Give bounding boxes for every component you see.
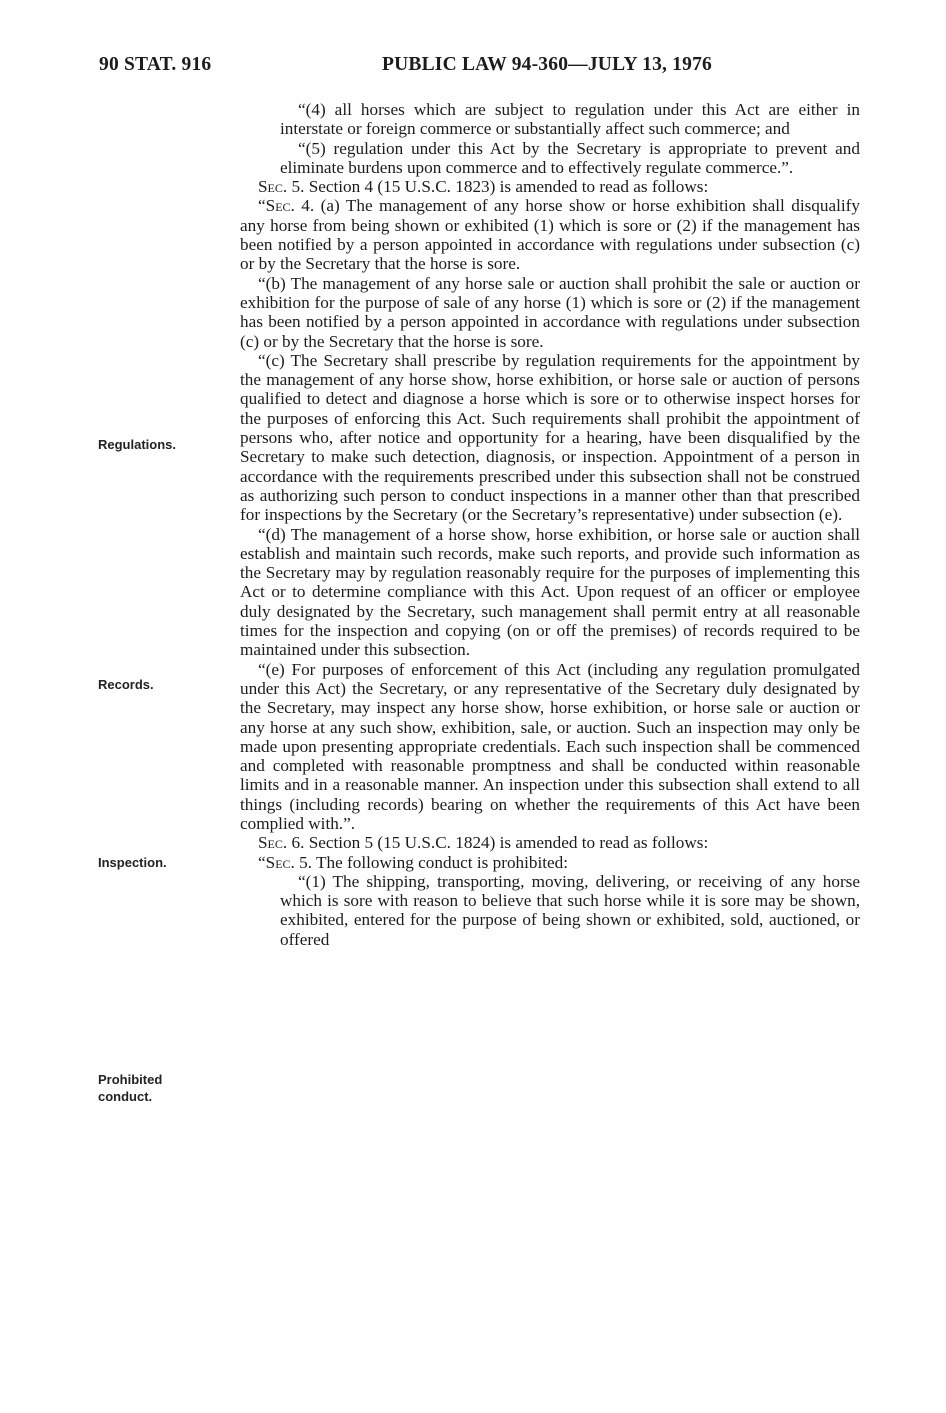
sec6-text: 6. Section 5 (15 U.S.C. 1824) is amended to read as follows: [287, 833, 709, 853]
margin-note-regulations: Regulations. [98, 437, 177, 452]
margin-note-inspection-text: Inspection. [98, 855, 167, 870]
statute-text [240, 100, 860, 949]
section-4d: “(d) The management of a horse show, horse exhibition, or horse sale or auction shall establish and maintain such records, make such reports, and provide such information as the Secretary may by regulation reasonably require for the purposes of implementing this Act or to determine compliance with this Act. Upon request of an officer or employee duly designated by the Secretary, such management shall permit entry at all reasonable times for the inspection and copying (on or off the premises) of records required to be maintained under this subsection. [240, 524, 860, 660]
section-5-new [240, 853, 860, 872]
quote-mark: “ [258, 196, 266, 216]
sec5new-text: 5. The following conduct is prohibited: [294, 852, 569, 872]
stat-page-number: 90 STAT. 916 [99, 54, 212, 75]
sec4a-text: 4. (a) The management of any horse show or horse exhibition shall disqualify any horse from being shown or exhibited (1) which is sore or (2) if the management has been notified by a person appointed in accordance with regulations under subsection (c) or by the Secretary that the horse is sore. [240, 196, 860, 274]
sec-label: Sec. [258, 833, 288, 853]
section-5-amendment [240, 177, 860, 196]
sec-label: Sec. [265, 196, 295, 216]
margin-note-prohibited-conduct [98, 1071, 228, 1105]
margin-note-inspection [98, 854, 228, 871]
paragraph-4: “(4) all horses which are subject to regulation under this Act are either in interstate or foreign commerce or substantially affect such commerce; and [280, 100, 860, 139]
section-4e: “(e) For purposes of enforcement of this Act (including any regulation promulgated under this Act) the Secretary, or any representative of the Secretary duly designated by the Secretary, may inspect any horse show, horse exhibition, or horse sale or auction or any horse at any such show, exhibition, sale, or auction. Such an inspection may only be made upon presenting appropriate credentials. Each such inspection shall be commenced and completed with reasonable promptness and shall be conducted within reasonable limits and in a reasonable manner. An inspection under this subsection shall extend to all things (including records) bearing on whether the requirements of this Act have been complied with.”. [240, 659, 860, 833]
margin-note-prohibited-line2: conduct. [98, 1089, 153, 1104]
section-6-amendment [240, 833, 860, 852]
section-4a [240, 196, 860, 273]
margin-note-prohibited-line1: Prohibited [98, 1072, 163, 1087]
sec-label: Sec. [265, 852, 295, 872]
section-4b: “(b) The management of any horse sale or auction shall prohibit the sale or auction or exhibition for the purpose of sale of any horse (1) which is sore or (2) if the management has been notified by a person appointed in accordance with regulations under subsection (c) or by the Secretary that the horse is sore. [240, 273, 860, 351]
sec5-text: 5. Section 4 (15 U.S.C. 1823) is amended to read as follows: [287, 177, 709, 197]
law-title: PUBLIC LAW 94-360—JULY 13, 1976 [382, 54, 712, 75]
paragraph-5: “(5) regulation under this Act by the Secretary is appropriate to prevent and eliminate burdens upon commerce and to effectively regulate commerce.”. [280, 138, 860, 177]
page-header [0, 54, 946, 80]
quote-mark: “ [258, 852, 266, 872]
sec-label: Sec. [258, 177, 288, 197]
section-4c: “(c) The Secretary shall prescribe by regulation requirements for the appointment by the management of any horse show, horse exhibition, or horse sale or auction of persons qualified to detect and diagnose a horse which is sore or to otherwise inspect horses for the purposes of enforcing this Act. Such requirements shall prohibit the appointment of persons who, after notice and opportunity for a hearing, have been disqualified by the Secretary to make such detection, diagnosis, or inspection. Appointment of a person in accordance with the requirements prescribed under this subsection shall not be construed as authorizing such person to conduct inspections in a manner other than that prescribed for inspections by the Secretary (or the Secretary’s representative) under subsection (e). [240, 350, 860, 525]
section-5-1: “(1) The shipping, transporting, moving, delivering, or receiving of any horse which is sore with reason to believe that such horse while it is sore may be shown, exhibited, entered for the purpose of being shown or exhibited, sold, auctioned, or offered [280, 871, 860, 949]
margin-note-records: Records. [98, 677, 154, 692]
